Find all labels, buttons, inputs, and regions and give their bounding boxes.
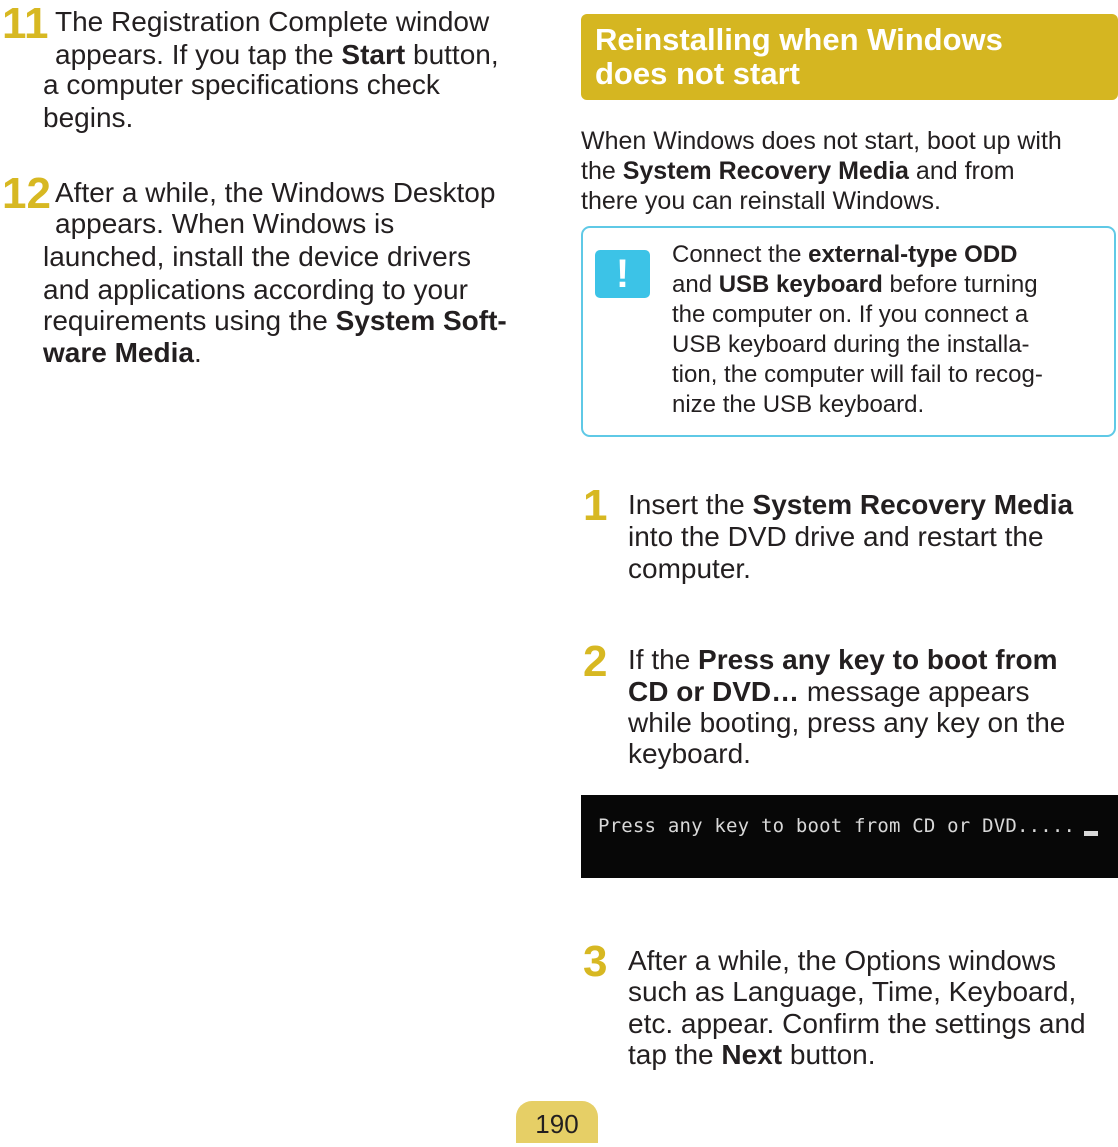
step-3-line1: After a while, the Options windows [628, 945, 1056, 976]
step-11-line2: appears. If you tap the Start button, [55, 39, 499, 70]
step-11-line3: a computer specifications check [43, 69, 440, 100]
step-12-line2: appears. When Windows is [55, 208, 395, 239]
step-12-line3: launched, install the device drivers [43, 241, 472, 272]
step-2-line1: If the Press any key to boot from [628, 644, 1058, 675]
step-12-line4: and applications according to your [43, 274, 468, 305]
step-1-line2: into the DVD drive and restart the [628, 521, 1044, 552]
step-number: 12 [2, 169, 51, 218]
step-2-line4: keyboard. [628, 738, 751, 769]
boot-screen-capture [581, 795, 1118, 878]
step-number: 11 [2, 0, 49, 48]
note-line2: and USB keyboard before turning [672, 271, 1038, 298]
step-3-line3: etc. appear. Confirm the settings and [628, 1008, 1086, 1039]
step-11-line1: The Registration Complete window [55, 6, 490, 37]
step-number: 3 [583, 937, 608, 986]
note-line3: the computer on. If you connect a [672, 301, 1029, 328]
step-12-line1: After a while, the Windows Desktop [55, 177, 496, 208]
note-line5: tion, the computer will fail to recog- [672, 361, 1043, 388]
note-line4: USB keyboard during the installa- [672, 331, 1030, 358]
caution-note [581, 226, 1116, 437]
step-2-line3: while booting, press any key on the [628, 707, 1066, 738]
intro-line2: the System Recovery Media and from [581, 157, 1015, 185]
section-heading [581, 14, 1118, 100]
step-1-line1: Insert the System Recovery Media [628, 489, 1074, 520]
intro-line1: When Windows does not start, boot up with [581, 127, 1062, 155]
note-text [672, 240, 1102, 420]
step-12-line5: requirements using the System Soft- [43, 305, 507, 336]
step-12-line6: ware Media. [43, 337, 202, 368]
step-11-line4: begins. [43, 102, 134, 133]
step-3-line2: such as Language, Time, Keyboard, [628, 976, 1077, 1007]
section-title-line2: does not start [595, 56, 800, 91]
text-cursor [1084, 831, 1098, 836]
step-1-line3: computer. [628, 553, 751, 584]
page-number: 190 [516, 1101, 598, 1143]
step-number: 2 [583, 637, 608, 686]
step-number: 1 [583, 481, 608, 530]
note-line1: Connect the external-type ODD [672, 241, 1018, 268]
note-line6: nize the USB keyboard. [672, 391, 925, 418]
intro-line3: there you can reinstall Windows. [581, 187, 941, 215]
section-intro [581, 126, 1111, 216]
exclamation-icon: ! [595, 250, 650, 298]
section-title-line1: Reinstalling when Windows [595, 22, 1003, 57]
step-3-line4: tap the Next button. [628, 1039, 876, 1070]
boot-screen-message: Press any key to boot from CD or DVD..... [598, 815, 1076, 837]
step-2-line2: CD or DVD… message appears [628, 676, 1030, 707]
